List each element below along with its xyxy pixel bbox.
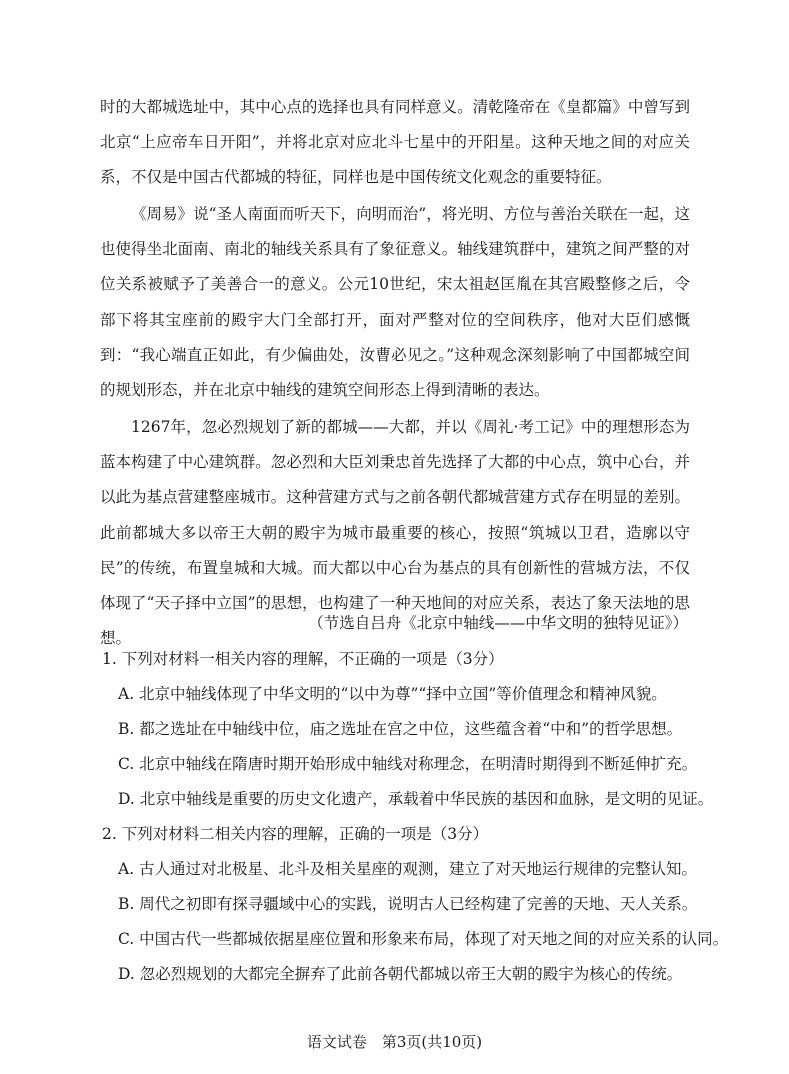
source-citation: （节选自吕舟《北京中轴线——中华文明的独特见证》） [308, 614, 688, 632]
question-2-option-b: B. 周代之初即有探寻疆域中心的实践，说明古人已经构建了完善的天地、天人关系。 [118, 895, 698, 913]
question-1-stem: 1. 下列对材料一相关内容的理解，不正确的一项是（3分） [102, 650, 504, 668]
question-1-option-d: D. 北京中轴线是重要的历史文化遗产，承载着中华民族的基因和血脉，是文明的见证。 [118, 790, 714, 808]
paragraph-dadu: 1267年，忽必烈规划了新的都城——大都，并以《周礼·考工记》中的理想形态为蓝本构建了中心建筑群。忽必烈和大臣刘秉忠首先选择了大都的中心点，筑中心台，并以此为基点营建整座城市。这种营建方式与之前各朝代都城营建方式存在明显的差别。此前都城大多以帝王大朝的殿宇为城市最重要的核心，按照“筑城以卫君，造廓以守民”的传统，布置皇城和大城。而大都以中心台为基点的具有创新性的营城方法，不仅体现了“天子择中立国”的思想，也构建了一种天地间的对应关系，表达了象天法地的思想。 [100, 418, 690, 648]
page-footer: 语文试卷 第3页(共10页) [306, 1033, 483, 1051]
question-1-option-c: C. 北京中轴线在隋唐时期开始形成中轴线对称理念，在明清时期得到不断延伸扩充。 [118, 755, 698, 773]
paragraph-zhouyi: 《周易》说“圣人南面而听天下，向明而治”，将光明、方位与善治关联在一起，这也使得坐北面南、南北的轴线关系具有了象征意义。轴线建筑群中，建筑之间严整的对位关系被赋予了美善合一的意义。公元10世纪，宋太祖赵匡胤在其宫殿整修之后，令部下将其宝座前的殿宇大门全部打开，面对严整对位的空间秩序，他对大臣们感慨到：“我心端直正如此，有少偏曲处，汝曹必见之。”这种观念深刻影响了中国都城空间的规划形态，并在北京中轴线的建筑空间形态上得到清晰的表达。 [100, 205, 690, 400]
question-2-option-c: C. 中国古代一些都城依据星座位置和形象来布局，体现了对天地之间的对应关系的认同。 [118, 930, 729, 948]
question-1-option-a: A. 北京中轴线体现了中华文明的“以中为尊”“择中立国”等价值理念和精神风貌。 [118, 685, 667, 703]
paragraph-capital-site: 时的大都城选址中，其中心点的选择也具有同样意义。清乾隆帝在《皇都篇》中曾写到北京“上应帝车日开阳”，并将北京对应北斗七星中的开阳星。这种天地之间的对应关系，不仅是中国古代都城的特征，同样也是中国传统文化观念的重要特征。 [100, 98, 690, 187]
question-2-option-a: A. 古人通过对北极星、北斗及相关星座的观测，建立了对天地运行规律的完整认知。 [118, 860, 698, 878]
question-1-option-b: B. 都之选址在中轴线中位，庙之选址在宫之中位，这些蕴含着“中和”的哲学思想。 [118, 720, 683, 738]
question-2-stem: 2. 下列对材料二相关内容的理解，正确的一项是（3分） [102, 825, 489, 843]
question-2-option-d: D. 忽必烈规划的大都完全摒弃了此前各朝代都城以帝王大朝的殿宇为核心的传统。 [118, 965, 683, 983]
